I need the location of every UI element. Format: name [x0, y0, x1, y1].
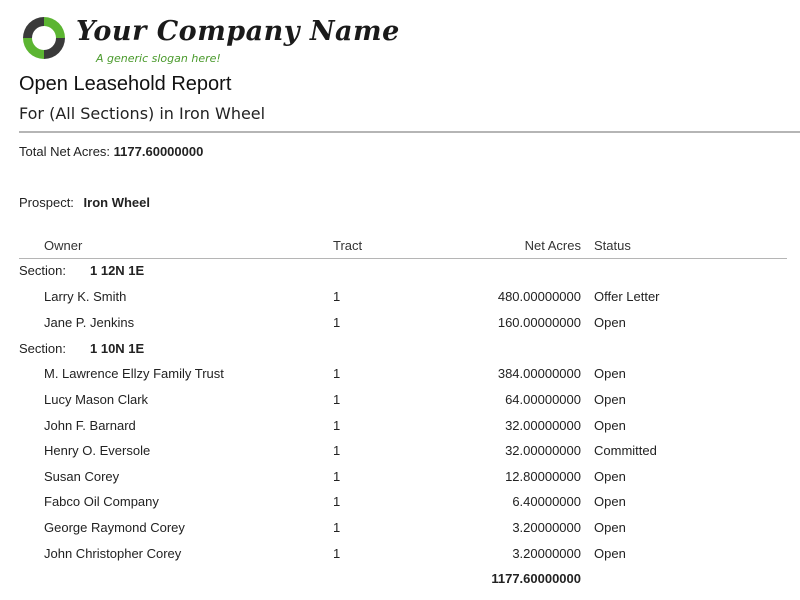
- status-cell: Open: [594, 494, 626, 509]
- header-tract: Tract: [333, 238, 363, 253]
- status-cell: Open: [594, 315, 626, 330]
- net-acres-cell: 384.00000000: [497, 366, 581, 381]
- company-slogan: A generic slogan here!: [96, 52, 221, 65]
- tract-cell: 1: [333, 520, 341, 535]
- total-net-acres-label: Total Net Acres:: [19, 144, 111, 159]
- prospect-label: Prospect:: [19, 195, 74, 210]
- table-row: [0, 494, 800, 514]
- table-row: [0, 546, 800, 566]
- section-name: 1 12N 1E: [90, 263, 145, 278]
- tract-cell: 1: [333, 366, 341, 381]
- table-header-divider: [19, 258, 787, 259]
- report-subtitle: For (All Sections) in Iron Wheel: [19, 104, 266, 123]
- net-acres-cell: 6.40000000: [512, 494, 581, 509]
- table-row: [0, 315, 800, 335]
- swirl-logo-icon: [20, 14, 68, 62]
- net-acres-cell: 64.00000000: [505, 392, 581, 407]
- tract-cell: 1: [333, 418, 341, 433]
- table-row: [0, 443, 800, 463]
- table-row: [0, 366, 800, 386]
- prospect: [19, 195, 150, 210]
- owner-cell: George Raymond Corey: [44, 520, 185, 535]
- section-row: [0, 341, 800, 361]
- status-cell: Committed: [594, 443, 657, 458]
- tract-cell: 1: [333, 315, 341, 330]
- section-label: Section:: [19, 263, 66, 278]
- grand-total: 1177.60000000: [491, 571, 581, 586]
- header-status: Status: [594, 238, 631, 253]
- net-acres-cell: 3.20000000: [512, 520, 581, 535]
- prospect-value: Iron Wheel: [83, 195, 150, 210]
- net-acres-cell: 3.20000000: [512, 546, 581, 561]
- status-cell: Open: [594, 418, 626, 433]
- owner-cell: John Christopher Corey: [44, 546, 182, 561]
- table-row: [0, 469, 800, 489]
- tract-cell: 1: [333, 289, 341, 304]
- status-cell: Open: [594, 546, 626, 561]
- status-cell: Open: [594, 520, 626, 535]
- status-cell: Open: [594, 366, 626, 381]
- company-name: Your Company Name: [76, 16, 400, 47]
- tract-cell: 1: [333, 443, 341, 458]
- owner-cell: Lucy Mason Clark: [44, 392, 149, 407]
- status-cell: Open: [594, 469, 626, 484]
- owner-cell: Jane P. Jenkins: [44, 315, 135, 330]
- header-net-acres: Net Acres: [524, 238, 581, 253]
- net-acres-cell: 160.00000000: [497, 315, 581, 330]
- tract-cell: 1: [333, 546, 341, 561]
- owner-cell: Henry O. Eversole: [44, 443, 151, 458]
- net-acres-cell: 32.00000000: [505, 443, 581, 458]
- section-label: Section:: [19, 341, 66, 356]
- status-cell: Offer Letter: [594, 289, 660, 304]
- table-row: [0, 392, 800, 412]
- header-divider: [19, 131, 800, 133]
- total-net-acres-value: 1177.60000000: [113, 144, 204, 159]
- table-row: [0, 289, 800, 309]
- tract-cell: 1: [333, 392, 341, 407]
- status-cell: Open: [594, 392, 626, 407]
- company-logo: [20, 12, 400, 67]
- owner-cell: John F. Barnard: [44, 418, 136, 433]
- net-acres-cell: 32.00000000: [505, 418, 581, 433]
- owner-cell: M. Lawrence Ellzy Family Trust: [44, 366, 224, 381]
- tract-cell: 1: [333, 494, 341, 509]
- tract-cell: 1: [333, 469, 341, 484]
- report-title: Open Leasehold Report: [19, 73, 232, 95]
- table-row: [0, 418, 800, 438]
- total-net-acres: [19, 144, 203, 159]
- owner-cell: Larry K. Smith: [44, 289, 127, 304]
- section-name: 1 10N 1E: [90, 341, 145, 356]
- net-acres-cell: 12.80000000: [505, 469, 581, 484]
- header-owner: Owner: [44, 238, 83, 253]
- table-row: [0, 520, 800, 540]
- owner-cell: Susan Corey: [44, 469, 120, 484]
- net-acres-cell: 480.00000000: [497, 289, 581, 304]
- owner-cell: Fabco Oil Company: [44, 494, 159, 509]
- section-row: [0, 263, 800, 283]
